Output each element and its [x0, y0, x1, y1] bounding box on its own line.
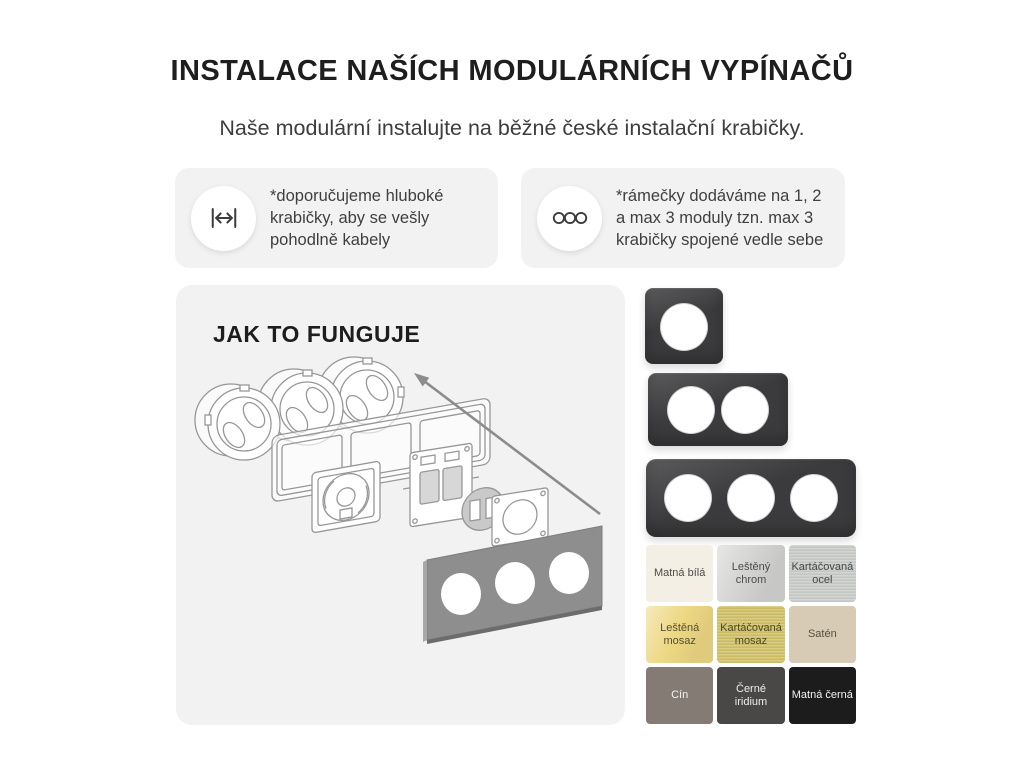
page-subtitle: Naše modulární instalujte na běžné české instalační krabičky.: [219, 116, 805, 140]
width-spacing-icon: [191, 186, 256, 251]
frame-hole: [727, 474, 775, 522]
frame-hole: [721, 386, 769, 434]
finish-label: Leštěný chrom: [731, 560, 771, 586]
info-card-text: *doporučujeme hluboké krabičky, aby se vešly pohodlně kabely: [270, 187, 444, 249]
finish-swatch-cerne-iridium: [717, 667, 784, 724]
finish-label: Satén: [807, 628, 837, 640]
finish-label: Kartáčovaná ocel: [791, 560, 854, 586]
finish-label: Matná bílá: [653, 567, 706, 579]
finish-label: Cín: [671, 689, 689, 701]
finish-swatch-kartacovana-ocel: [789, 545, 856, 602]
how-it-works-panel: [176, 285, 625, 725]
switch-mechanism: [312, 461, 380, 533]
frame-hole: [660, 303, 708, 351]
finish-swatch-saten: [789, 606, 856, 663]
finish-swatch-cin: [646, 667, 713, 724]
info-card-deep-boxes: [175, 168, 498, 268]
finish-label: Kartáčovaná mosaz: [720, 621, 782, 647]
exploded-assembly-diagram: [176, 285, 625, 725]
triple-cover-frame: [423, 526, 602, 644]
finish-swatch-grid: [646, 545, 856, 724]
double-frame: [648, 373, 788, 446]
finish-swatch-lestena-mosaz: [646, 606, 713, 663]
how-it-works-title: JAK TO FUNGUJE: [213, 321, 421, 347]
finish-label: Matná černá: [791, 689, 853, 701]
info-card-text: *rámečky dodáváme na 1, 2 a max 3 moduly tzn. max 3 krabičky spojené vedle sebe: [616, 187, 824, 249]
finish-label: Leštěná mosaz: [660, 621, 700, 647]
single-frame: [645, 288, 723, 364]
finish-swatch-matna-cerna: [789, 667, 856, 724]
three-modules-icon: [537, 186, 602, 251]
frame-hole: [664, 474, 712, 522]
finish-label: Černé iridium: [734, 682, 768, 708]
frame-hole: [667, 386, 715, 434]
finish-swatch-matna-bila: [646, 545, 713, 602]
finish-swatch-lesteny-chrom: [717, 545, 784, 602]
cover-plate: [492, 488, 548, 547]
triple-frame: [646, 459, 856, 537]
finish-swatch-kartacovana-mosaz: [717, 606, 784, 663]
page-title: INSTALACE NAŠÍCH MODULÁRNÍCH VYPÍNAČŮ: [170, 55, 854, 87]
frame-hole: [790, 474, 838, 522]
info-card-frame-modules: [521, 168, 845, 268]
